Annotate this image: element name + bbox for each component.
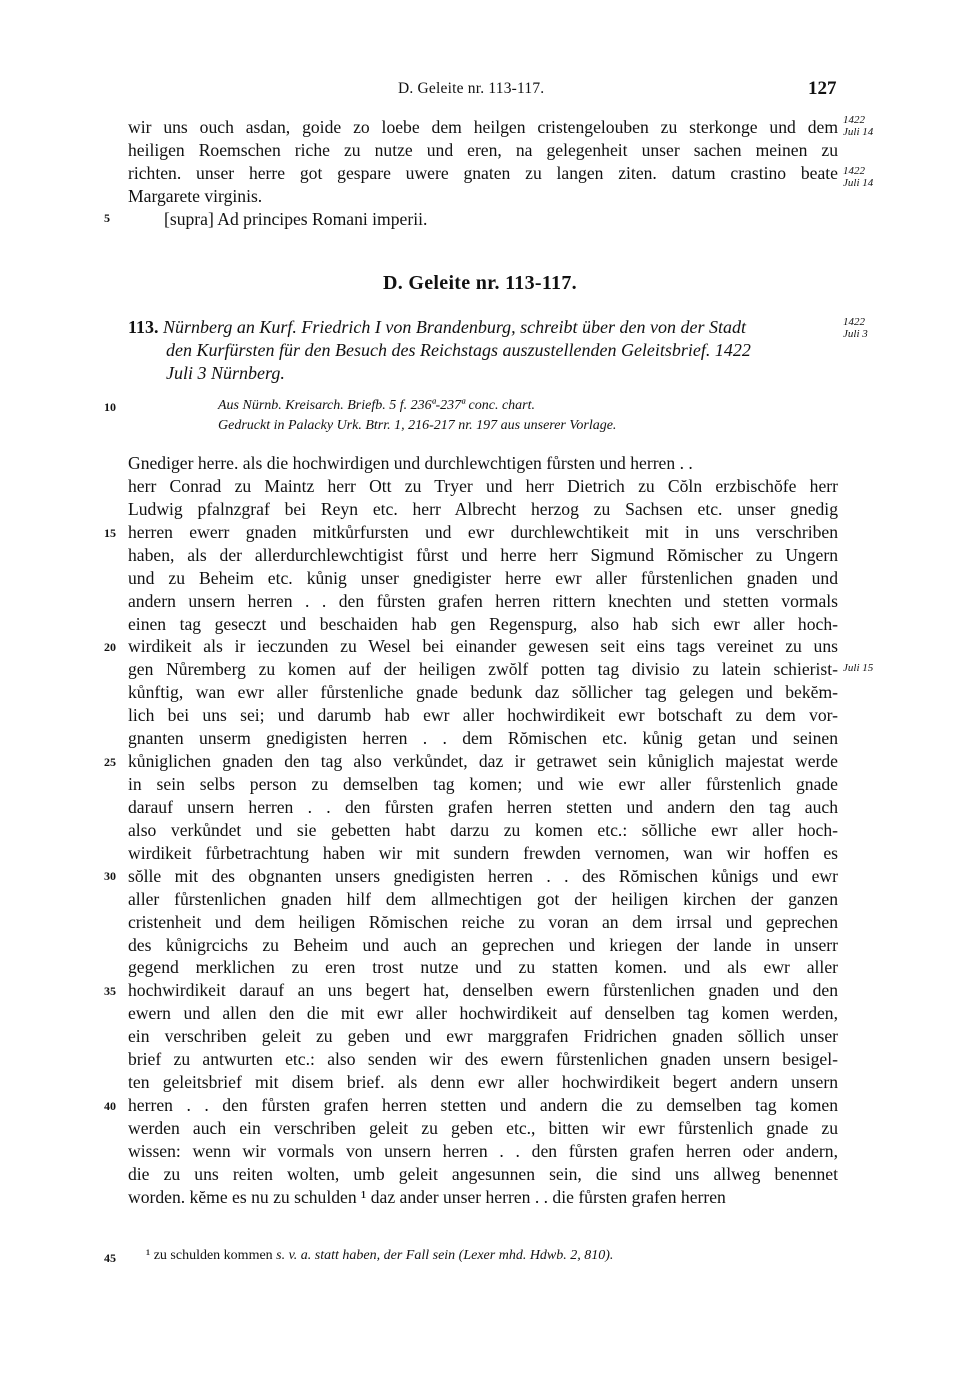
body-line: des kůnigrcichs zu Beheim und auch an geprechen und kriegen der lande in unserr bbox=[128, 935, 838, 955]
body-line: werden auch ein verschriben geleit zu geben etc., bitten wir ewr fůrstenlich gnade zu bbox=[128, 1118, 838, 1138]
margin-date bbox=[843, 316, 868, 340]
address-line: [supra] Ad principes Romani imperii. bbox=[164, 209, 428, 229]
body-line: brief zu antwurten etc.: also senden wir des ewern fůrstenlichen gnaden unsern besigel- bbox=[128, 1049, 838, 1069]
text-line: wir uns ouch asdan, goide zo loebe dem heilgen cristengelouben zu sterkonge und dem bbox=[128, 117, 838, 137]
regest-text: Nürnberg an Kurf. Friedrich I von Brandenburg, schreibt über den von der Stadt bbox=[163, 317, 746, 337]
body-line: also verkůndet und sie gebetten habt darzu zu komen etc.: sŏlliche ewr aller hoch- bbox=[128, 820, 838, 840]
body-line: gen Nůremberg zu komen auf der heiligen zwŏlf potten tag divisio zu latein schierist- bbox=[128, 659, 838, 679]
line-number: 20 bbox=[104, 640, 116, 654]
body-line: wirdikeit fůrbetrachtung haben wir mit sundern frewden vernomen, wan wir hoffen es bbox=[128, 843, 838, 863]
body-line: kůniglichen gnaden den tag also verkůndet, daz ir getrawet sein kůniglich majestat werde bbox=[128, 751, 838, 771]
margin-year: 1422 bbox=[843, 316, 865, 328]
body-line: kůnftig, wan ewr aller fůrstenliche gnade bedunk daz sŏllicher tag gelegen und bekĕm- bbox=[128, 682, 838, 702]
body-line: und zu Beheim etc. kůnig unser gnedigister herre ewr aller fůrstenlichen gnaden und bbox=[128, 568, 838, 588]
body-line: herren . . den fůrsten grafen herren stetten und andern die zu demselben tag komen bbox=[128, 1095, 838, 1115]
body-line: ein verschriben geleit zu geben und ewr marggrafen Fridrichen gnaden sŏllich unser bbox=[128, 1026, 838, 1046]
page-number: 127 bbox=[808, 78, 837, 99]
margin-year: 1422 bbox=[843, 165, 865, 177]
margin-date bbox=[843, 114, 873, 138]
margin-day: Juli 14 bbox=[843, 177, 874, 189]
margin-day: Juli 3 bbox=[843, 328, 868, 340]
section-title: D. Geleite nr. 113-117. bbox=[383, 272, 577, 294]
body-line: cristenheit und dem heiligen Rŏmischen reiche zu voran an dem irrsal und geprechen bbox=[128, 912, 838, 932]
body-line: lich bei uns sei; und darumb hab ewr aller hochwirdikeit ewr botschaft zu dem vor- bbox=[128, 705, 838, 725]
footnote-lead: ¹ zu schulden kommen bbox=[146, 1248, 273, 1263]
body-line: herr Conrad zu Maintz herr Ott zu Tryer und herr Dietrich zu Cŏln erzbischŏfe herr bbox=[128, 476, 838, 496]
body-line: gnanten unserm gnedigisten herren . . dem Rŏmischen etc. kůnig getan und seinen bbox=[128, 728, 838, 748]
margin-date: Juli 15 bbox=[843, 662, 874, 674]
body-line: wirdikeit als ir ieczunden zu Wesel bei einander gewesen seit eins tags vereinet zu uns bbox=[128, 636, 838, 656]
line-number: 25 bbox=[104, 755, 116, 769]
body-line: wissen: wenn wir vormals von unsern herren . . den fůrsten grafen herren oder andern, bbox=[128, 1141, 838, 1161]
body-line: in sein selbs person zu demselben tag komen; und wie ewr aller fůrstenlich gnade bbox=[128, 774, 838, 794]
body-line: haben, als der allerdurchlewchtigist fůrst und herre herr Sigmund Rŏmischer zu Ungern bbox=[128, 545, 838, 565]
body-line: herren ewerr gnaden mitkůrfursten und ewr durchlewchtikeit mit in uns verschriben bbox=[128, 522, 838, 542]
body-line: Ludwig pfalnzgraf bei Reyn etc. herr Albrecht herzog zu Sachsen etc. unser gnedig bbox=[128, 499, 838, 519]
text-line: Margarete virginis. bbox=[128, 186, 263, 206]
body-line: worden. kĕme es nu zu schulden ¹ daz ander unser herren . . die fůrsten grafen herren bbox=[128, 1187, 726, 1207]
margin-date bbox=[843, 165, 873, 189]
body-line: darauf unsern herren . . den fůrsten grafen herren stetten und andern den tag auch bbox=[128, 797, 838, 817]
source-line: Gedruckt in Palacky Urk. Btrr. 1, 216-217 nr. 197 aus unserer Vorlage. bbox=[218, 418, 617, 433]
body-line: andern unsern herren . . den fůrsten grafen herren rittern knechten und stetten vormals bbox=[128, 591, 838, 611]
body-line: aller fůrstenlichen gnaden hilf dem allmechtigen got der heiligen kirchen der ganzen bbox=[128, 889, 838, 909]
regest-line: Juli 3 Nürnberg. bbox=[166, 363, 285, 383]
running-head-title: D. Geleite nr. 113-117. bbox=[398, 80, 545, 97]
body-line: Gnediger herre. als die hochwirdigen und durchlewchtigen fůrsten und herren . . bbox=[128, 453, 693, 473]
line-number: 15 bbox=[104, 526, 116, 540]
body-line: die zu uns reiten wolten, umb geleit angesunnen sein, die sind uns allweg benennet bbox=[128, 1164, 838, 1184]
running-head bbox=[0, 78, 960, 102]
regest-number: 113. bbox=[128, 317, 159, 337]
body-line: einen tag geseczt und beschaiden hab gen Regenspurg, also hab sich ewr aller hoch- bbox=[128, 614, 838, 634]
line-number: 5 bbox=[104, 211, 110, 225]
footnote bbox=[146, 1248, 613, 1264]
line-number: 10 bbox=[104, 400, 116, 414]
line-number: 45 bbox=[104, 1251, 116, 1265]
regest-line bbox=[128, 316, 838, 338]
line-number: 30 bbox=[104, 869, 116, 883]
body-line: hochwirdikeit darauf an uns begert hat, denselben ewern fůrstenlichen gnaden und den bbox=[128, 980, 838, 1000]
line-number: 35 bbox=[104, 984, 116, 998]
line-number: 40 bbox=[104, 1099, 116, 1113]
margin-day: Juli 14 bbox=[843, 126, 874, 138]
body-line: gegend merklichen zu eren trost nutze und zu statten komen. und als ewr aller bbox=[128, 957, 838, 977]
regest-line: den Kurfürsten für den Besuch des Reichstags auszustellenden Geleitsbrief. 1422 bbox=[166, 340, 751, 360]
source-line: Aus Nürnb. Kreisarch. Briefb. 5 f. 236ª-237ª conc. chart. bbox=[218, 398, 535, 413]
text-line: heiligen Roemschen riche zu nutze und eren, na gelegenheit unser sachen meinen zu bbox=[128, 140, 838, 160]
body-line: ten geleitsbrief mit disem brief. als denn ewr aller hochwirdikeit begert andern unsern bbox=[128, 1072, 838, 1092]
margin-year: 1422 bbox=[843, 114, 865, 126]
footnote-text: s. v. a. statt haben, der Fall sein (Lexer mhd. Hdwb. 2, 810). bbox=[272, 1248, 614, 1263]
text-line: richten. unser herre got gespare uwere gnaten zu langen ziten. datum crastino beate bbox=[128, 163, 838, 183]
body-line: sŏlle mit des obgnanten unsers gnedigisten herren . . des Rŏmischen kůnigs und ewr bbox=[128, 866, 838, 886]
body-line: ewern und allen den die mit ewr aller hochwirdikeit auf denselben tag komen werden, bbox=[128, 1003, 838, 1023]
